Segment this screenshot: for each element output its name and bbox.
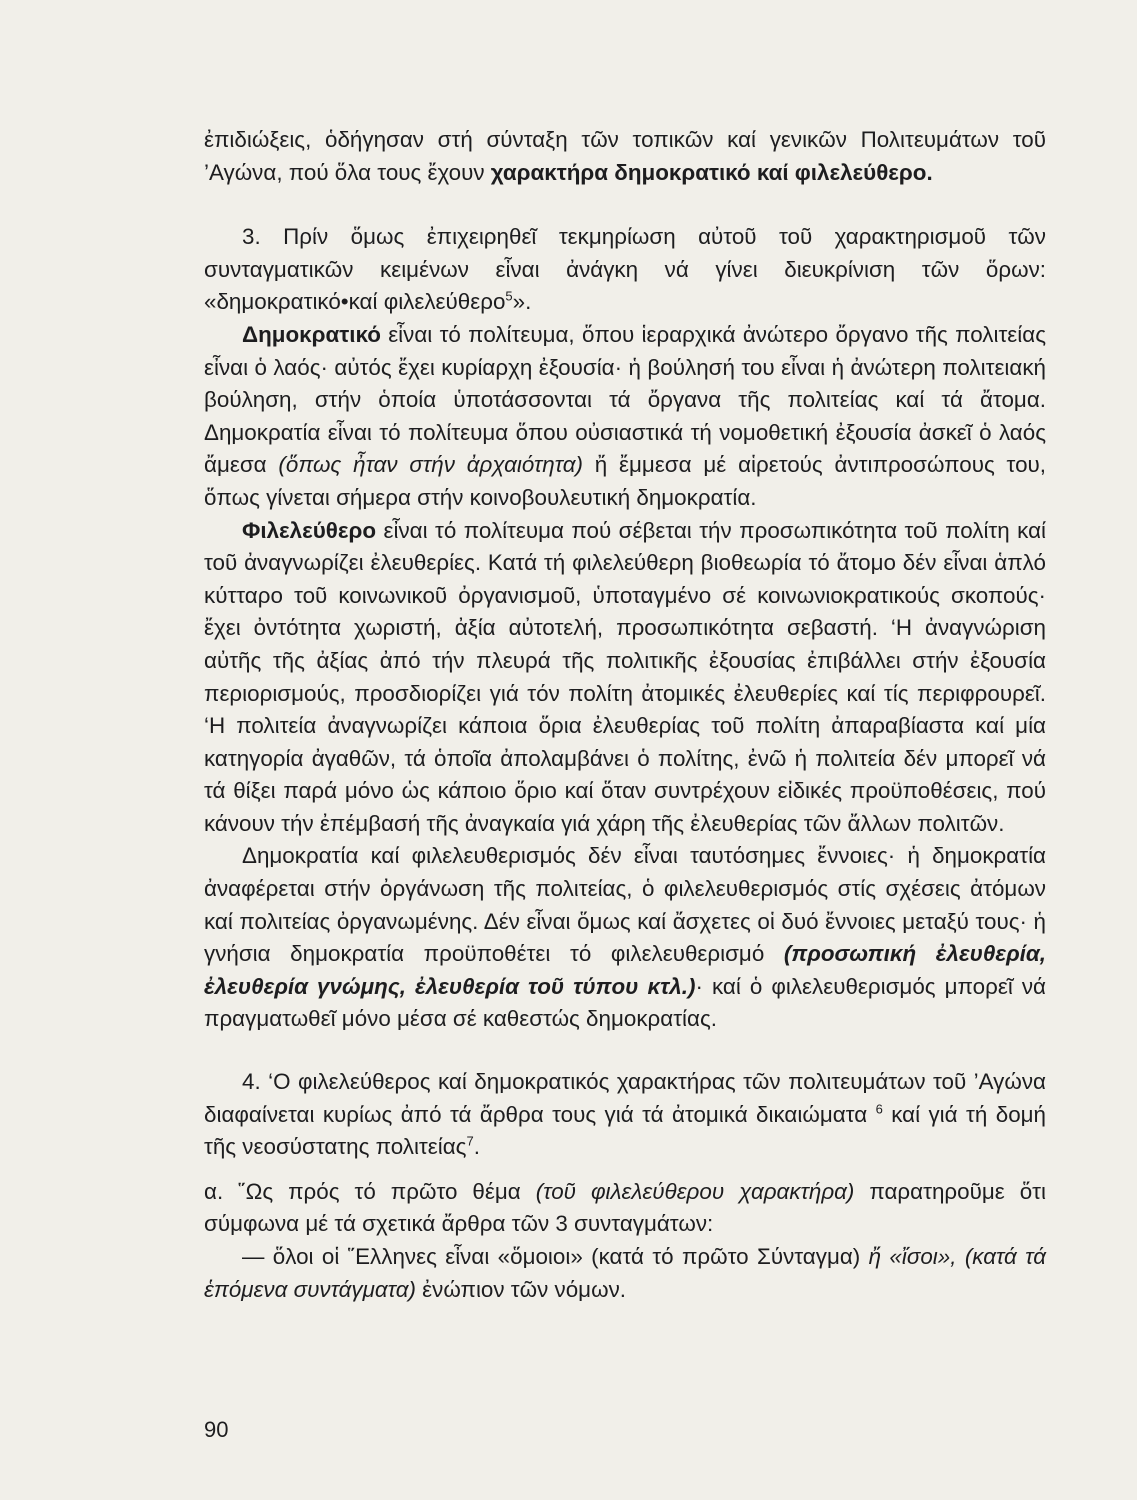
text-run: εἶναι τό πολίτευμα, ὅπου ἱεραρχικά ἀνώτερο ὄργανο τῆς πολιτείας εἶναι ὁ λαός· αὐτός ἔχει κυρίαρχη ἐξουσία· ἡ βούλησή του εἶναι ἡ ἀνώτερη πολιτειακή βούληση, στήν ὁποία ὑποτάσσονται τά ὄργανα τῆς πολιτείας καί τά ἄτομα. Δημοκρατία εἶναι τό πολίτευμα ὅπου οὐσιαστικά τή νομοθετική ἐξουσία ἀσκεῖ ὁ λαός ἄμεσα (204, 321, 1046, 478)
list-item-a (204, 1176, 1046, 1241)
footnote-ref: 5 (505, 288, 513, 304)
text-run: ἐνώπιον τῶν νόμων. (415, 1276, 626, 1302)
paragraph-dimokratiko (204, 319, 1046, 515)
text-run: · καί ὁ φιλελευθερισμός μπορεῖ νά πραγματωθεῖ μόνο μέσα σέ καθεστώς δημοκρατίας. (204, 973, 1046, 1032)
text-run: παρατηροῦμε ὅτι σύμφωνα μέ τά σχετικά ἄρθρα τῶν 3 συνταγμάτων: (204, 1178, 1046, 1237)
text-column (204, 124, 1046, 1306)
bold-text: (προσωπική ἐλευθερία, ἐλευθερία γνώμης, ἐλευθερία τοῦ τύπου κτλ.) (204, 941, 1046, 999)
footnote-ref: 6 (875, 1101, 883, 1117)
text-run: καί γιά τή δομή τῆς νεοσύστατης πολιτείας (204, 1101, 1047, 1160)
footnote-ref: 7 (466, 1133, 474, 1149)
text-run: . (473, 1134, 480, 1160)
text-run: Δημοκρατία καί φιλελευθερισμός δέν εἶναι ταυτόσημες ἔννοιες· ἡ δημοκρατία ἀναφέρεται στήν ὀργάνωση τῆς πολιτείας, ὁ φιλελευθερισμός στίς σχέσεις ἀτόμων καί πολιτείας ὀργανωμένης. Δέν εἶναι ὅμως καί ἄσχετες οἱ δυό ἔννοιες μεταξύ τους· ἡ γνήσια δημοκρατία προϋποθέτει τό φιλελευθερισμό (204, 843, 1046, 967)
paragraph-intro (204, 124, 1046, 189)
list-item-a-dash (204, 1241, 1046, 1306)
bold-text: Φιλελεύθερο (242, 517, 377, 543)
paragraph-fileleuthero (204, 515, 1046, 841)
paragraph-dimokratia-fileleutherismos (204, 840, 1046, 1036)
text-run: α. ῞Ως πρός τό πρῶτο θέμα (204, 1178, 536, 1204)
paragraph-section-4 (204, 1066, 1046, 1164)
bold-text: Δημοκρατικό (242, 321, 381, 347)
text-run: 3. Πρίν ὅμως ἐπιχειρηθεῖ τεκμηρίωση αὐτοῦ τοῦ χαρακτηρισμοῦ τῶν συνταγματικῶν κειμένων εἶναι ἀνάγκη νά γίνει διευκρίνιση τῶν ὅρων: «δημοκρατικό•καί φιλελεύθερο (204, 224, 1046, 315)
text-run: ». (512, 289, 532, 315)
text-run: 4. ‘Ο φιλελεύθερος καί δημοκρατικός χαρακτήρας τῶν πολιτευμάτων τοῦ ’Αγώνα διαφαίνεται κυρίως ἀπό τά ἄρθρα τους γιά τά ἀτομικά δικαιώματα (204, 1069, 1046, 1127)
text-run: ἐπιδιώξεις, ὁδήγησαν στή σύνταξη τῶν τοπικῶν καί γενικῶν Πολιτευμάτων τοῦ ’Αγώνα, πού ὅλα τους ἔχουν (204, 127, 1046, 185)
italic-text: (ὅπως ἦταν στήν ἀρχαιότητα) (278, 452, 583, 478)
page-number: 90 (204, 1417, 229, 1442)
text-run: ἤ ἔμμεσα μέ αἱρετούς ἀντιπροσώπους του, ὅπως γίνεται σήμερα στήν κοινοβουλευτική δημοκρατία. (204, 452, 1046, 510)
paragraph-section-3 (204, 221, 1046, 319)
text-run: εἶναι τό πολίτευμα πού σέβεται τήν προσωπικότητα τοῦ πολίτη καί τοῦ ἀναγνωρίζει ἐλευθερίες. Κατά τή φιλελεύθερη βιοθεωρία τό ἄτομο δέν εἶναι ἁπλό κύτταρο τοῦ κοινωνικοῦ ὀργανισμοῦ, ὑποταγμένο σέ κοινωνιοκρατικούς σκοπούς· ἔχει ὀντότητα χωριστή, ἀξία αὐτοτελή, προσωπικότητα σεβαστή. ‘Η ἀναγνώριση αὐτῆς τῆς ἀξίας ἀπό τήν πλευρά τῆς πολιτικῆς ἐξουσίας ἐπιβάλλει στήν ἐξουσία περιορισμούς, προσδιορίζει γιά τόν πολίτη ἀτομικές ἐλευθερίες καί τίς περιφρουρεῖ. ‘Η πολιτεία ἀναγνωρίζει κάποια ὅρια ἐλευθερίας τοῦ πολίτη ἀπαραβίαστα καί μία κατηγορία ἀγαθῶν, τά ὁποῖα ἀπολαμβάνει ὁ πολίτης, ἐνῶ ἡ πολιτεία δέν μπορεῖ νά τά θίξει παρά μόνο ὡς κάποιο ὅριο καί ὅταν συντρέχουν εἰδικές προϋποθέσεις, πού κάνουν τήν ἐπέμβασή τῆς ἀναγκαία γιά χάρη τῆς ἐλευθερίας τῶν ἄλλων πολιτῶν. (204, 517, 1046, 836)
italic-text: (τοῦ φιλελεύθερου χαρακτήρα) (535, 1178, 855, 1204)
text-run: — ὅλοι οἱ ῞Ελληνες εἶναι «ὅμοιοι» (κατά τό πρῶτο Σύνταγμα) (242, 1244, 869, 1269)
bold-text: χαρακτήρα δημοκρατικό καί φιλελεύθερο. (490, 159, 933, 185)
italic-text: ἤ «ἴσοι», (κατά τά ἑπόμενα συντάγματα) (204, 1244, 1046, 1302)
